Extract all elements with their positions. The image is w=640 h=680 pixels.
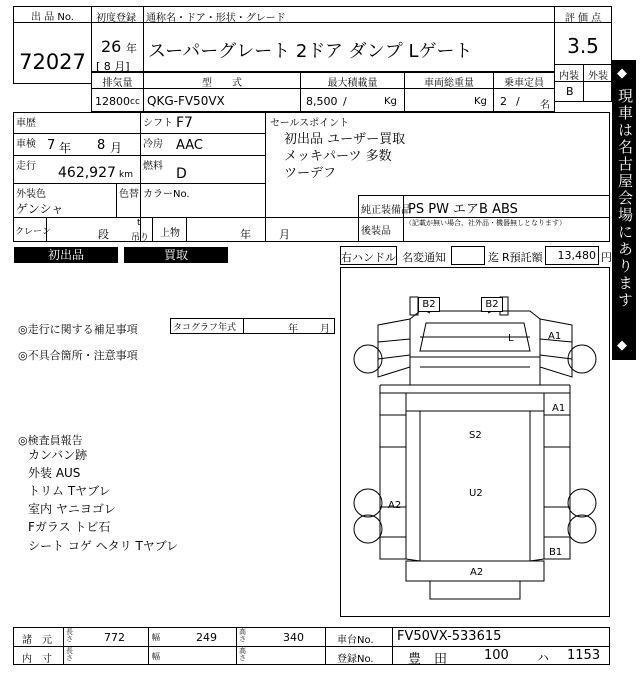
truck-diagram xyxy=(340,267,610,617)
reg-region: 豊 田 xyxy=(408,652,448,667)
color-label: 外装色 xyxy=(16,189,46,200)
reg-class: 100 xyxy=(484,648,509,663)
fuel: D xyxy=(176,166,187,182)
reg-number: 1153 xyxy=(567,648,601,663)
width-label: 幅 xyxy=(152,633,160,642)
diagram-label-a2-left: A2 xyxy=(388,500,402,511)
max-load-unit: Kg xyxy=(384,96,397,107)
reg-year: 26 xyxy=(101,37,122,56)
displacement: 12800 xyxy=(95,95,130,108)
max-load: 8,500 xyxy=(306,95,338,108)
interior-dim-label: 内 寸 xyxy=(22,654,52,665)
reg-label: 登録No. xyxy=(337,654,374,665)
sales-point-3: ツーデフ xyxy=(284,166,337,181)
color-change-label: 色替 xyxy=(119,189,139,200)
interior-grade: B xyxy=(566,85,574,98)
color: ゲンシャ xyxy=(16,202,64,216)
diagram-label-a2-bottom: A2 xyxy=(470,567,484,578)
rating-label: 評 価 点 xyxy=(564,13,602,24)
inspector-item-4: 室内 ヤニヨゴレ xyxy=(28,502,116,516)
reg-month: [ 8 月] xyxy=(96,60,130,73)
gross-weight-unit: Kg xyxy=(474,96,487,107)
aftermarket-label: 後装品 xyxy=(361,226,391,237)
inspector-item-2: 外装 AUS xyxy=(28,466,81,480)
upper-label: 上物 xyxy=(160,228,180,239)
inspection-year: 7 xyxy=(47,138,56,153)
name-change-field xyxy=(451,246,485,265)
ac: AAC xyxy=(176,138,203,153)
width: 249 xyxy=(196,631,217,644)
diamond-icon: ◆ xyxy=(617,66,627,81)
tacho-month: 月 xyxy=(320,324,330,335)
inspector-title: ◎検査員報告 xyxy=(18,434,83,447)
sales-points-label: セールスポイント xyxy=(270,118,350,129)
interior-label: 内装 xyxy=(559,71,579,82)
equipment: PS PW エアB ABS xyxy=(408,202,518,217)
name-change-label: 名変通知 xyxy=(402,251,446,264)
inspector-item-3: トリム Tヤブレ xyxy=(28,484,111,498)
aftermarket-note: （記載が無い場合、社外品・機器無しとなります） xyxy=(405,219,566,227)
fuel-label: 燃料 xyxy=(143,161,163,172)
chassis-no: FV50VX-533615 xyxy=(397,629,502,644)
tacho-label: タコグラフ年式 xyxy=(173,323,237,333)
inspection-month-unit: 月 xyxy=(110,141,123,155)
interior-length-label: 長さ xyxy=(66,647,73,662)
diagram-label-b2-right: B2 xyxy=(481,297,503,312)
defects-title: ◎不具合箇所・注意事項 xyxy=(18,349,138,362)
interior-width-label: 幅 xyxy=(152,652,160,661)
spec-label: 諸 元 xyxy=(22,635,52,646)
color-code-label: カラーNo. xyxy=(143,189,190,200)
diagram-label-b2-left: B2 xyxy=(418,297,440,312)
model-code: QKG-FV50VX xyxy=(147,94,225,108)
chassis-label: 車台No. xyxy=(337,635,374,646)
capacity-label: 乗車定員 xyxy=(504,78,544,89)
mileage-label: 走行 xyxy=(16,161,36,172)
right-hand: 右ハンドル xyxy=(341,251,396,264)
diagram-label-a1-lower: A1 xyxy=(552,403,566,414)
r-prefix: 迄 xyxy=(488,251,499,264)
inspector-item-6: シート コゲ ヘタリ Tヤブレ xyxy=(28,539,179,553)
inspection-label: 車検 xyxy=(16,139,36,150)
shift: F7 xyxy=(176,115,193,131)
upper-year: 年 xyxy=(240,228,251,241)
r-label: R預託額 xyxy=(502,251,543,264)
max-load-slash: / xyxy=(343,95,347,108)
crane-tons: t xyxy=(137,218,141,228)
lot-no-label: 出 品 No. xyxy=(31,12,74,23)
inspector-item-5: Fガラス トビ石 xyxy=(28,520,111,534)
max-load-label: 最大積載量 xyxy=(327,78,378,89)
side-banner-text: 現車は名古屋会場にあります xyxy=(616,88,634,309)
diagram-label-u2: U2 xyxy=(469,488,483,499)
shift-label: シフト xyxy=(143,118,173,129)
first-reg-label: 初度登録 xyxy=(96,13,136,24)
model-desc-label: 通称名・ドア・形状・グレード xyxy=(146,13,286,24)
capacity-unit: 名 xyxy=(540,100,550,111)
interior-height-label: 高さ xyxy=(239,647,246,662)
displacement-unit: cc xyxy=(130,97,140,107)
lot-no: 72027 xyxy=(19,50,86,74)
history-label: 車歴 xyxy=(16,118,36,129)
buyout-badge: 買取 xyxy=(124,247,228,263)
diagram-label-l: L xyxy=(508,333,514,344)
height-label: 高さ xyxy=(239,628,246,643)
sales-point-2: メッキパーツ 多数 xyxy=(284,149,392,164)
mileage-unit: km xyxy=(119,170,133,180)
length: 772 xyxy=(104,631,125,644)
diamond-icon: ◆ xyxy=(617,338,627,353)
capacity: 2 xyxy=(500,95,507,108)
mileage: 462,927 xyxy=(58,165,116,181)
tacho-year: 年 xyxy=(288,324,298,335)
diagram-label-a1-upper: A1 xyxy=(548,331,562,342)
driving-notes-title: ◎走行に関する補足事項 xyxy=(18,323,138,336)
crane-steps: 段 xyxy=(98,228,109,241)
car-name: スーパーグレート 2ドア ダンプ Lゲート xyxy=(148,41,473,62)
ac-label: 冷房 xyxy=(143,139,163,150)
capacity-slash: / xyxy=(516,95,520,108)
r-unit: 円 xyxy=(601,251,612,264)
first-listing-badge: 初出品 xyxy=(14,247,118,263)
height: 340 xyxy=(283,631,304,644)
reg-year-unit: 年 xyxy=(126,42,137,55)
diagram-label-b1: B1 xyxy=(549,547,563,558)
exterior-label: 外装 xyxy=(588,71,608,82)
upper-month: 月 xyxy=(279,228,290,241)
crane-hang: 吊り xyxy=(131,233,150,243)
diagram-label-s2: S2 xyxy=(469,430,482,441)
reg-kana: ハ xyxy=(537,651,550,665)
model-label: 型 式 xyxy=(202,78,242,89)
equipment-label: 純正装備品 xyxy=(361,205,411,216)
displacement-label: 排気量 xyxy=(102,78,133,89)
length-label: 長さ xyxy=(66,628,73,643)
inspection-month: 8 xyxy=(97,138,106,153)
inspection-year-unit: 年 xyxy=(59,141,72,155)
r-amount: 13,480 xyxy=(557,249,596,262)
rating: 3.5 xyxy=(567,34,599,58)
gross-weight-label: 車両総重量 xyxy=(424,78,474,89)
sales-point-1: 初出品 ユーザー買取 xyxy=(284,132,406,147)
crane-label: クレーン xyxy=(15,227,51,237)
inspector-item-1: カンバン跡 xyxy=(28,448,88,462)
